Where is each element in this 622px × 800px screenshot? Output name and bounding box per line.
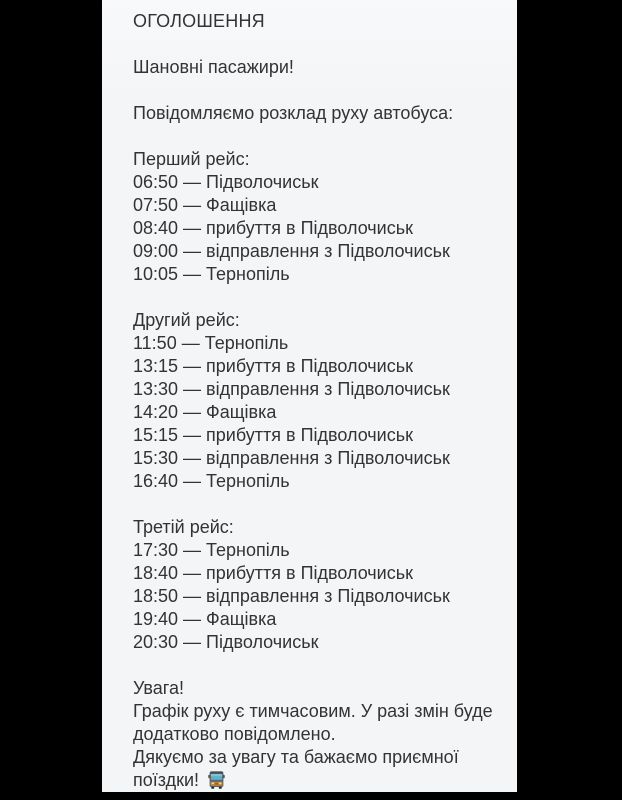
attention-label: Увага! — [133, 678, 184, 698]
trip-section-third — [133, 516, 501, 654]
notice-line: Графік руху є тимчасовим. У разі змін буде — [133, 701, 493, 721]
trip-schedule — [133, 171, 501, 286]
trip-schedule — [133, 332, 501, 493]
schedule-row: 17:30 — Тернопіль — [133, 540, 290, 560]
schedule-row: 13:15 — прибуття в Підволочиськ — [133, 356, 413, 376]
trip-heading: Третій рейс: — [133, 517, 234, 537]
thanks-line-last — [133, 769, 501, 792]
page-title: ОГОЛОШЕННЯ — [133, 11, 265, 31]
trip-heading: Перший рейс: — [133, 149, 250, 169]
greeting-text: Шановні пасажири! — [133, 57, 294, 77]
schedule-row: 20:30 — Підволочиськ — [133, 632, 319, 652]
schedule-row: 09:00 — відправлення з Підволочиськ — [133, 241, 450, 261]
thanks-line: Дякуємо за увагу та бажаємо приємної — [133, 747, 459, 767]
schedule-row: 14:20 — Фащівка — [133, 402, 277, 422]
schedule-row: 18:50 — відправлення з Підволочиськ — [133, 586, 450, 606]
schedule-row: 06:50 — Підволочиськ — [133, 172, 319, 192]
announcement-card — [102, 0, 517, 792]
schedule-row: 11:50 — Тернопіль — [133, 333, 289, 353]
schedule-row: 19:40 — Фащівка — [133, 609, 277, 629]
trip-heading: Другий рейс: — [133, 310, 240, 330]
trip-section-first — [133, 148, 501, 286]
bus-icon — [206, 769, 227, 790]
schedule-row: 07:50 — Фащівка — [133, 195, 277, 215]
trip-section-second — [133, 309, 501, 493]
schedule-row: 15:30 — відправлення з Підволочиськ — [133, 448, 450, 468]
trip-schedule — [133, 539, 501, 654]
schedule-row: 08:40 — прибуття в Підволочиськ — [133, 218, 413, 238]
schedule-row: 18:40 — прибуття в Підволочиськ — [133, 563, 413, 583]
notice-line: додатково повідомлено. — [133, 724, 336, 744]
thanks-line-text: поїздки! — [133, 770, 200, 790]
schedule-row: 13:30 — відправлення з Підволочиськ — [133, 379, 450, 399]
notice-block — [133, 677, 501, 792]
schedule-row: 15:15 — прибуття в Підволочиськ — [133, 425, 413, 445]
schedule-row: 10:05 — Тернопіль — [133, 264, 290, 284]
schedule-row: 16:40 — Тернопіль — [133, 471, 290, 491]
intro-text: Повідомляємо розклад руху автобуса: — [133, 103, 454, 123]
